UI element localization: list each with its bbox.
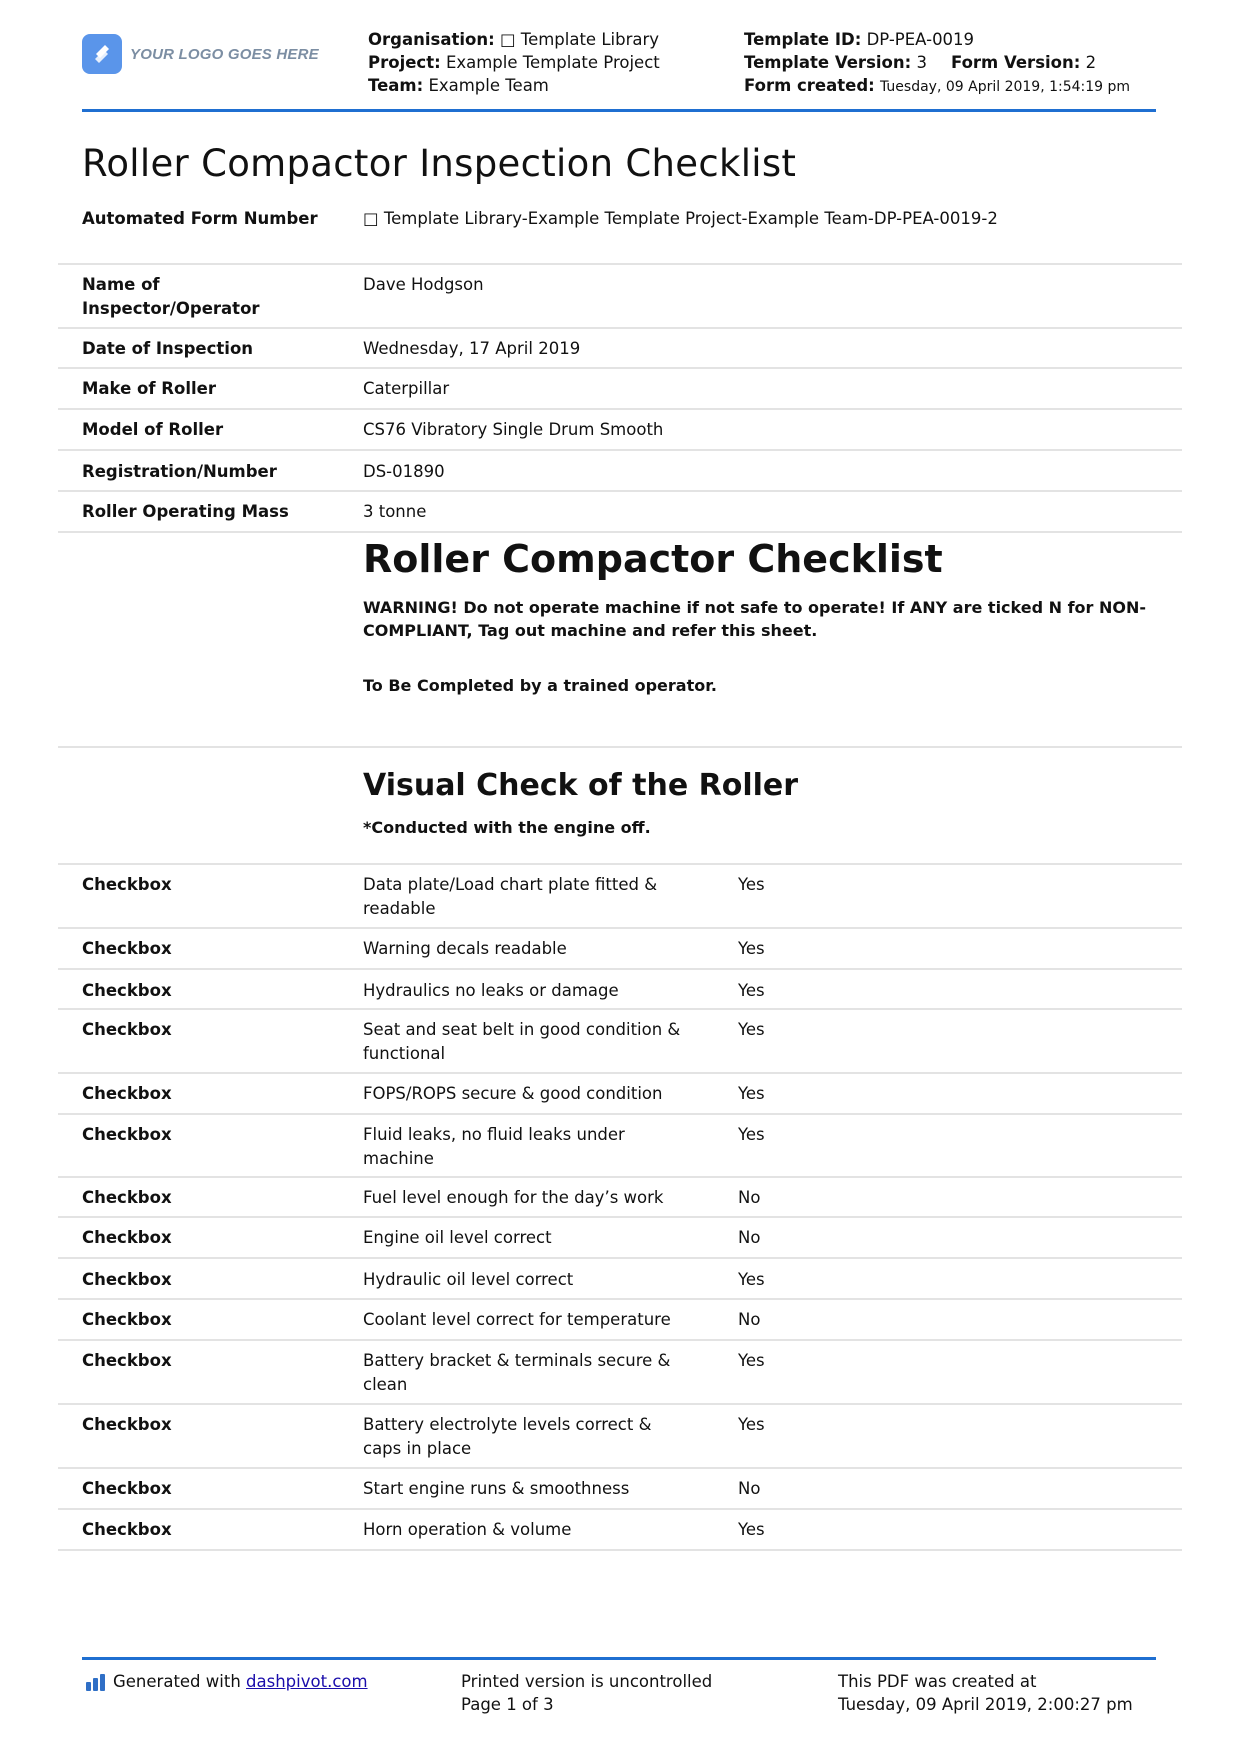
detail-row (58, 410, 1182, 451)
detail-row (58, 369, 1182, 410)
footer-generated (86, 1670, 368, 1693)
check-row (58, 1469, 1182, 1510)
template-version-value: 3 (916, 53, 927, 72)
page-number: Page 1 of 3 (461, 1695, 554, 1714)
check-label: Checkbox (82, 1084, 172, 1103)
check-item: Warning decals readable (363, 939, 567, 958)
check-label: Checkbox (82, 939, 172, 958)
org-label: Organisation: (368, 30, 495, 49)
project-label: Project: (368, 53, 441, 72)
company-logo (82, 34, 319, 74)
check-label: Checkbox (82, 1020, 172, 1039)
logo-icon (82, 34, 122, 74)
detail-label: Model of Roller (82, 420, 224, 439)
check-row (58, 865, 1182, 929)
detail-value: Wednesday, 17 April 2019 (363, 339, 581, 358)
check-label: Checkbox (82, 1479, 172, 1498)
header-template-info (744, 28, 1130, 99)
check-row (58, 1405, 1182, 1469)
check-item: Fuel level enough for the day’s work (363, 1188, 664, 1207)
detail-row (58, 329, 1182, 369)
check-answer: Yes (738, 1270, 765, 1289)
check-label: Checkbox (82, 1351, 172, 1370)
created-value: Tuesday, 09 April 2019, 2:00:27 pm (838, 1695, 1133, 1714)
check-row (58, 1510, 1182, 1551)
footer-page-info (461, 1670, 712, 1716)
uncontrolled-note: Printed version is uncontrolled (461, 1672, 713, 1691)
check-item: Hydraulics no leaks or damage (363, 981, 619, 1000)
check-row (58, 1218, 1182, 1259)
check-row (58, 970, 1182, 1010)
check-item: FOPS/ROPS secure & good condition (363, 1084, 663, 1103)
check-item: Hydraulic oil level correct (363, 1270, 574, 1289)
template-version-label: Template Version: (744, 53, 912, 72)
check-item: Seat and seat belt in good condition & functional (363, 1020, 681, 1063)
check-answer: Yes (738, 1020, 765, 1039)
detail-value: Dave Hodgson (363, 275, 484, 294)
form-created-value: Tuesday, 09 April 2019, 1:54:19 pm (880, 79, 1131, 95)
check-item: Start engine runs & smoothness (363, 1479, 630, 1498)
created-label: This PDF was created at (838, 1672, 1037, 1691)
warning-text: WARNING! Do not operate machine if not safe to operate! If ANY are ticked N for NON-COMPLIANT, Tag out machine and refer this sheet. (363, 598, 1147, 640)
detail-row (58, 492, 1182, 533)
form-version-value: 2 (1085, 53, 1097, 72)
check-row (58, 1178, 1182, 1218)
check-label: Checkbox (82, 1125, 172, 1144)
detail-label: Registration/Number (82, 462, 277, 481)
detail-row (58, 451, 1182, 492)
check-row (58, 1010, 1182, 1074)
check-item: Battery bracket & terminals secure & clean (363, 1351, 671, 1394)
check-answer: No (738, 1479, 761, 1498)
section-heading: Visual Check of the Roller (363, 768, 799, 803)
header-divider (82, 109, 1156, 112)
check-label: Checkbox (82, 1520, 172, 1539)
section-note: *Conducted with the engine off. (363, 818, 651, 837)
check-answer: No (738, 1228, 761, 1247)
check-item: Coolant level correct for temperature (363, 1310, 671, 1329)
check-answer: Yes (738, 981, 765, 1000)
detail-row (58, 265, 1182, 329)
check-row (58, 1074, 1182, 1115)
check-label: Checkbox (82, 875, 172, 894)
form-created-label: Form created: (744, 76, 875, 95)
check-label: Checkbox (82, 981, 172, 1000)
detail-value: 3 tonne (363, 502, 427, 521)
visual-check-section (58, 748, 1182, 865)
check-row (58, 929, 1182, 970)
check-label: Checkbox (82, 1188, 172, 1207)
check-item: Battery electrolyte levels correct & caps in place (363, 1415, 652, 1458)
page-header (82, 28, 1156, 110)
check-answer: No (738, 1188, 761, 1207)
check-answer: Yes (738, 1084, 765, 1103)
detail-row (58, 197, 1182, 265)
check-answer: Yes (738, 1351, 765, 1370)
check-answer: Yes (738, 939, 765, 958)
check-label: Checkbox (82, 1228, 172, 1247)
check-row (58, 1115, 1182, 1178)
footer-divider (82, 1657, 1156, 1660)
detail-value: DS-01890 (363, 462, 445, 481)
operator-note: To Be Completed by a trained operator. (363, 676, 717, 695)
footer-created (838, 1670, 1133, 1716)
check-item: Engine oil level correct (363, 1228, 552, 1247)
detail-label: Roller Operating Mass (82, 502, 289, 521)
check-label: Checkbox (82, 1415, 172, 1434)
check-row (58, 1259, 1182, 1300)
check-label: Checkbox (82, 1310, 172, 1329)
check-answer: Yes (738, 1520, 765, 1539)
dashpivot-link[interactable]: dashpivot.com (246, 1672, 368, 1691)
dashpivot-icon (86, 1673, 105, 1691)
check-item: Horn operation & volume (363, 1520, 572, 1539)
template-id-value: DP-PEA-0019 (866, 30, 975, 49)
org-value: □ Template Library (499, 30, 660, 49)
check-answer: Yes (738, 1125, 765, 1144)
check-row (58, 1341, 1182, 1405)
section-heading: Roller Compactor Checklist (363, 537, 943, 581)
team-label: Team: (368, 76, 424, 95)
detail-label: Name of Inspector/Operator (82, 275, 260, 318)
check-label: Checkbox (82, 1270, 172, 1289)
check-item: Data plate/Load chart plate fitted & readable (363, 875, 658, 918)
template-id-label: Template ID: (744, 30, 862, 49)
header-project-info (368, 28, 660, 97)
team-value: Example Team (428, 76, 549, 95)
details-table (58, 197, 1182, 1551)
project-value: Example Template Project (445, 53, 660, 72)
detail-label: Date of Inspection (82, 339, 254, 358)
check-item: Fluid leaks, no fluid leaks under machine (363, 1125, 625, 1168)
checklist-section (58, 533, 1182, 748)
detail-label: Make of Roller (82, 379, 216, 398)
page-title: Roller Compactor Inspection Checklist (82, 142, 797, 185)
check-answer: Yes (738, 875, 765, 894)
detail-value: Caterpillar (363, 379, 450, 398)
generated-prefix: Generated with (113, 1672, 241, 1691)
check-answer: Yes (738, 1415, 765, 1434)
detail-value: □ Template Library-Example Template Project-Example Team-DP-PEA-0019-2 (363, 209, 998, 228)
logo-text: YOUR LOGO GOES HERE (130, 45, 319, 63)
check-row (58, 1300, 1182, 1341)
detail-label: Automated Form Number (82, 209, 318, 228)
check-answer: No (738, 1310, 761, 1329)
form-version-label: Form Version: (950, 53, 1081, 72)
detail-value: CS76 Vibratory Single Drum Smooth (363, 420, 664, 439)
